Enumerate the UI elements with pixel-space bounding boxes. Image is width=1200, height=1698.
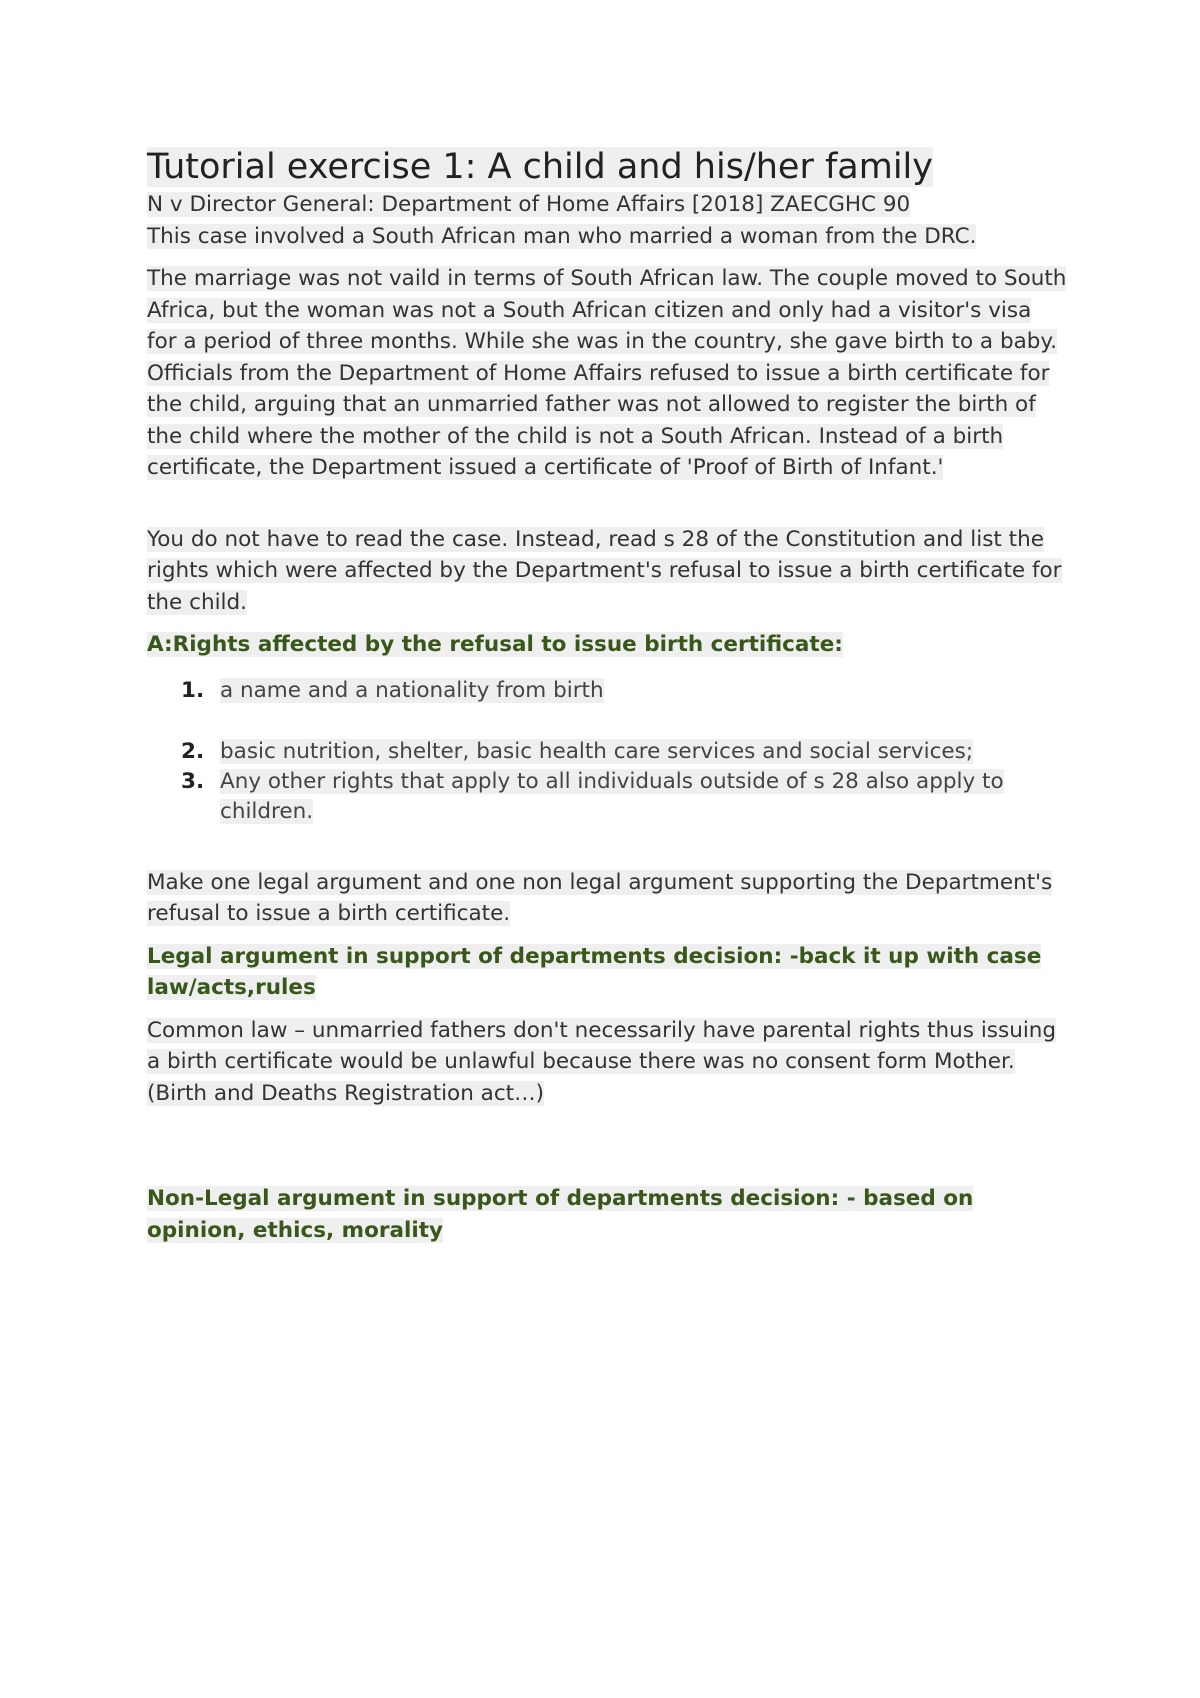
list-item: 1. a name and a nationality from birth — [181, 677, 604, 703]
task-paragraph: You do not have to read the case. Instead, read s 28 of the Constitution and list the rights which were affected by the Department's refusal to issue a birth certificate for the child. — [147, 526, 1062, 615]
facts-paragraph: The marriage was not vaild in terms of South African law. The couple moved to South Africa, but the woman was not a South African citizen and only had a visitor's visa for a period of three months. While she was in the country, she gave birth to a baby. — [147, 266, 1067, 354]
list-item: 2. basic nutrition, shelter, basic health care services and social services; — [181, 738, 974, 764]
argument-task: Make one legal argument and one non legal argument supporting the Department's refusal to issue a birth certificate. — [147, 869, 1053, 926]
rights-list — [147, 676, 1067, 827]
document-title: Tutorial exercise 1: A child and his/her family — [147, 147, 933, 187]
case-citation: N v Director General: Department of Home Affairs [2018] ZAECGHC 90 — [147, 192, 911, 217]
nonlegal-argument-heading: Non-Legal argument in support of departments decision: - based on opinion, ethics, morality — [147, 1186, 974, 1243]
intro-line: This case involved a South African man who married a woman from the DRC. — [147, 223, 977, 249]
legal-argument-text: Common law – unmarried fathers don't necessarily have parental rights thus issuing a birth certificate would be unlawful because there was no consent form Mother. (Birth and Deaths Registration act…) — [147, 1017, 1057, 1106]
officials-paragraph: Officials from the Department of Home Affairs refused to issue a birth certificate for the child, arguing that an unmarried father was not allowed to register the birth of the child where the mother of the child is not a South African. Instead of a birth certificate, the Department issued a certificate of 'Proof of Birth of Infant.' — [147, 360, 1050, 480]
list-item: 3. Any other rights that apply to all individuals outside of s 28 also apply to children. — [181, 768, 1004, 824]
rights-heading: A:Rights affected by the refusal to issue birth certificate: — [147, 632, 843, 657]
document-page — [147, 145, 1067, 1246]
legal-argument-heading: Legal argument in support of departments decision: -back it up with case law/acts,rules — [147, 943, 1042, 1000]
